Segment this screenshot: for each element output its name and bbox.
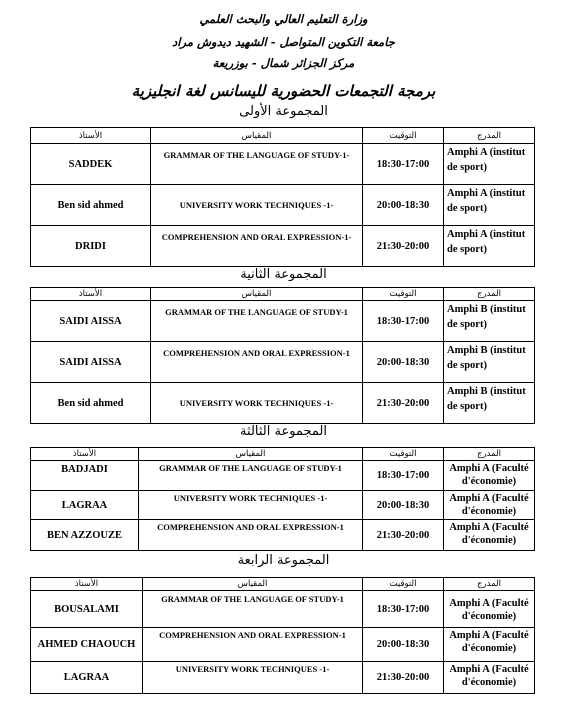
module-cell: GRAMMAR OF THE LANGUAGE OF STUDY-1 xyxy=(151,301,363,342)
room-cell: Amphi A (Faculté d'économie) xyxy=(444,520,535,551)
teacher-cell: LAGRAA xyxy=(31,662,143,694)
document-title: برمجة التجمعات الحضورية لليسانس لغة انجليزية xyxy=(131,82,436,100)
module-cell: GRAMMAR OF THE LANGUAGE OF STUDY-1- xyxy=(151,144,363,185)
time-column-header: التوقيت xyxy=(363,448,444,461)
time-cell: 21:30-20:00 xyxy=(363,383,444,424)
time-cell: 20:00-18:30 xyxy=(363,185,444,226)
group-4-title: المجموعة الرابعة xyxy=(237,553,330,568)
room-column-header: المدرج xyxy=(444,578,535,591)
time-cell: 18:30-17:00 xyxy=(363,591,444,628)
room-cell: Amphi A (institut de sport) xyxy=(444,226,535,267)
time-cell: 18:30-17:00 xyxy=(363,301,444,342)
group-2-table xyxy=(30,287,535,424)
time-cell: 20:00-18:30 xyxy=(363,491,444,520)
table-row xyxy=(31,301,535,342)
table-header-row xyxy=(31,448,535,461)
teacher-cell: SADDEK xyxy=(31,144,151,185)
teacher-cell: Ben sid ahmed xyxy=(31,185,151,226)
table-header-row xyxy=(31,288,535,301)
room-cell: Amphi A (Faculté d'économie) xyxy=(444,461,535,491)
teacher-cell: BEN AZZOUZE xyxy=(31,520,139,551)
group-2-title: المجموعة الثانية xyxy=(240,267,327,282)
group-3-title: المجموعة الثالثة xyxy=(240,424,327,439)
room-column-header: المدرج xyxy=(444,448,535,461)
table-row xyxy=(31,144,535,185)
module-cell: UNIVERSITY WORK TECHNIQUES -1- xyxy=(143,662,363,694)
table-row xyxy=(31,342,535,383)
module-cell: GRAMMAR OF THE LANGUAGE OF STUDY-1 xyxy=(139,461,363,491)
module-column-header: المقياس xyxy=(151,128,363,144)
time-cell: 21:30-20:00 xyxy=(363,520,444,551)
room-cell: Amphi A (Faculté d'économie) xyxy=(444,662,535,694)
time-column-header: التوقيت xyxy=(363,578,444,591)
table-row xyxy=(31,591,535,628)
room-cell: Amphi B (institut de sport) xyxy=(444,342,535,383)
room-cell: Amphi A (Faculté d'économie) xyxy=(444,628,535,662)
table-row xyxy=(31,383,535,424)
table-row xyxy=(31,491,535,520)
table-row xyxy=(31,520,535,551)
table-header-row xyxy=(31,128,535,144)
teacher-column-header: الأستاذ xyxy=(31,128,151,144)
module-cell: COMPREHENSION AND ORAL EXPRESSION-1 xyxy=(151,342,363,383)
room-column-header: المدرج xyxy=(444,288,535,301)
table-row xyxy=(31,185,535,226)
room-cell: Amphi A (institut de sport) xyxy=(444,144,535,185)
group-1-title: المجموعة الأولى xyxy=(239,104,328,119)
time-cell: 18:30-17:00 xyxy=(363,461,444,491)
room-column-header: المدرج xyxy=(444,128,535,144)
teacher-cell: BADJADI xyxy=(31,461,139,491)
table-row xyxy=(31,662,535,694)
module-column-header: المقياس xyxy=(143,578,363,591)
teacher-column-header: الأستاذ xyxy=(31,288,151,301)
teacher-cell: DRIDI xyxy=(31,226,151,267)
module-cell: COMPREHENSION AND ORAL EXPRESSION-1- xyxy=(151,226,363,267)
module-column-header: المقياس xyxy=(151,288,363,301)
time-cell: 21:30-20:00 xyxy=(363,226,444,267)
group-4-table xyxy=(30,577,535,694)
table-row xyxy=(31,461,535,491)
group-3-table xyxy=(30,447,535,551)
teacher-cell: SAIDI AISSA xyxy=(31,342,151,383)
teacher-column-header: الأستاذ xyxy=(31,578,143,591)
module-column-header: المقياس xyxy=(139,448,363,461)
module-cell: COMPREHENSION AND ORAL EXPRESSION-1 xyxy=(143,628,363,662)
module-cell: GRAMMAR OF THE LANGUAGE OF STUDY-1 xyxy=(143,591,363,628)
time-cell: 21:30-20:00 xyxy=(363,662,444,694)
center-line: مركز الجزائر شمال - بوزريعة xyxy=(212,56,355,70)
teacher-column-header: الأستاذ xyxy=(31,448,139,461)
table-header-row xyxy=(31,578,535,591)
room-cell: Amphi A (Faculté d'économie) xyxy=(444,591,535,628)
module-cell: UNIVERSITY WORK TECHNIQUES -1- xyxy=(139,491,363,520)
module-cell: COMPREHENSION AND ORAL EXPRESSION-1 xyxy=(139,520,363,551)
teacher-cell: Ben sid ahmed xyxy=(31,383,151,424)
module-cell: UNIVERSITY WORK TECHNIQUES -1- xyxy=(151,185,363,226)
time-column-header: التوقيت xyxy=(363,128,444,144)
time-column-header: التوقيت xyxy=(363,288,444,301)
room-cell: Amphi A (Faculté d'économie) xyxy=(444,491,535,520)
teacher-cell: BOUSALAMI xyxy=(31,591,143,628)
time-cell: 20:00-18:30 xyxy=(363,342,444,383)
group-1-table xyxy=(30,127,535,267)
room-cell: Amphi A (institut de sport) xyxy=(444,185,535,226)
time-cell: 18:30-17:00 xyxy=(363,144,444,185)
time-cell: 20:00-18:30 xyxy=(363,628,444,662)
table-row xyxy=(31,628,535,662)
university-line: جامعة التكوين المتواصل - الشهيد ديدوش مراد xyxy=(172,35,395,49)
module-cell: UNIVERSITY WORK TECHNIQUES -1- xyxy=(151,383,363,424)
ministry-line: وزارة التعليم العالي والبحث العلمي xyxy=(199,12,368,26)
room-cell: Amphi B (institut de sport) xyxy=(444,301,535,342)
table-row xyxy=(31,226,535,267)
teacher-cell: LAGRAA xyxy=(31,491,139,520)
teacher-cell: SAIDI AISSA xyxy=(31,301,151,342)
room-cell: Amphi B (institut de sport) xyxy=(444,383,535,424)
teacher-cell: AHMED CHAOUCH xyxy=(31,628,143,662)
